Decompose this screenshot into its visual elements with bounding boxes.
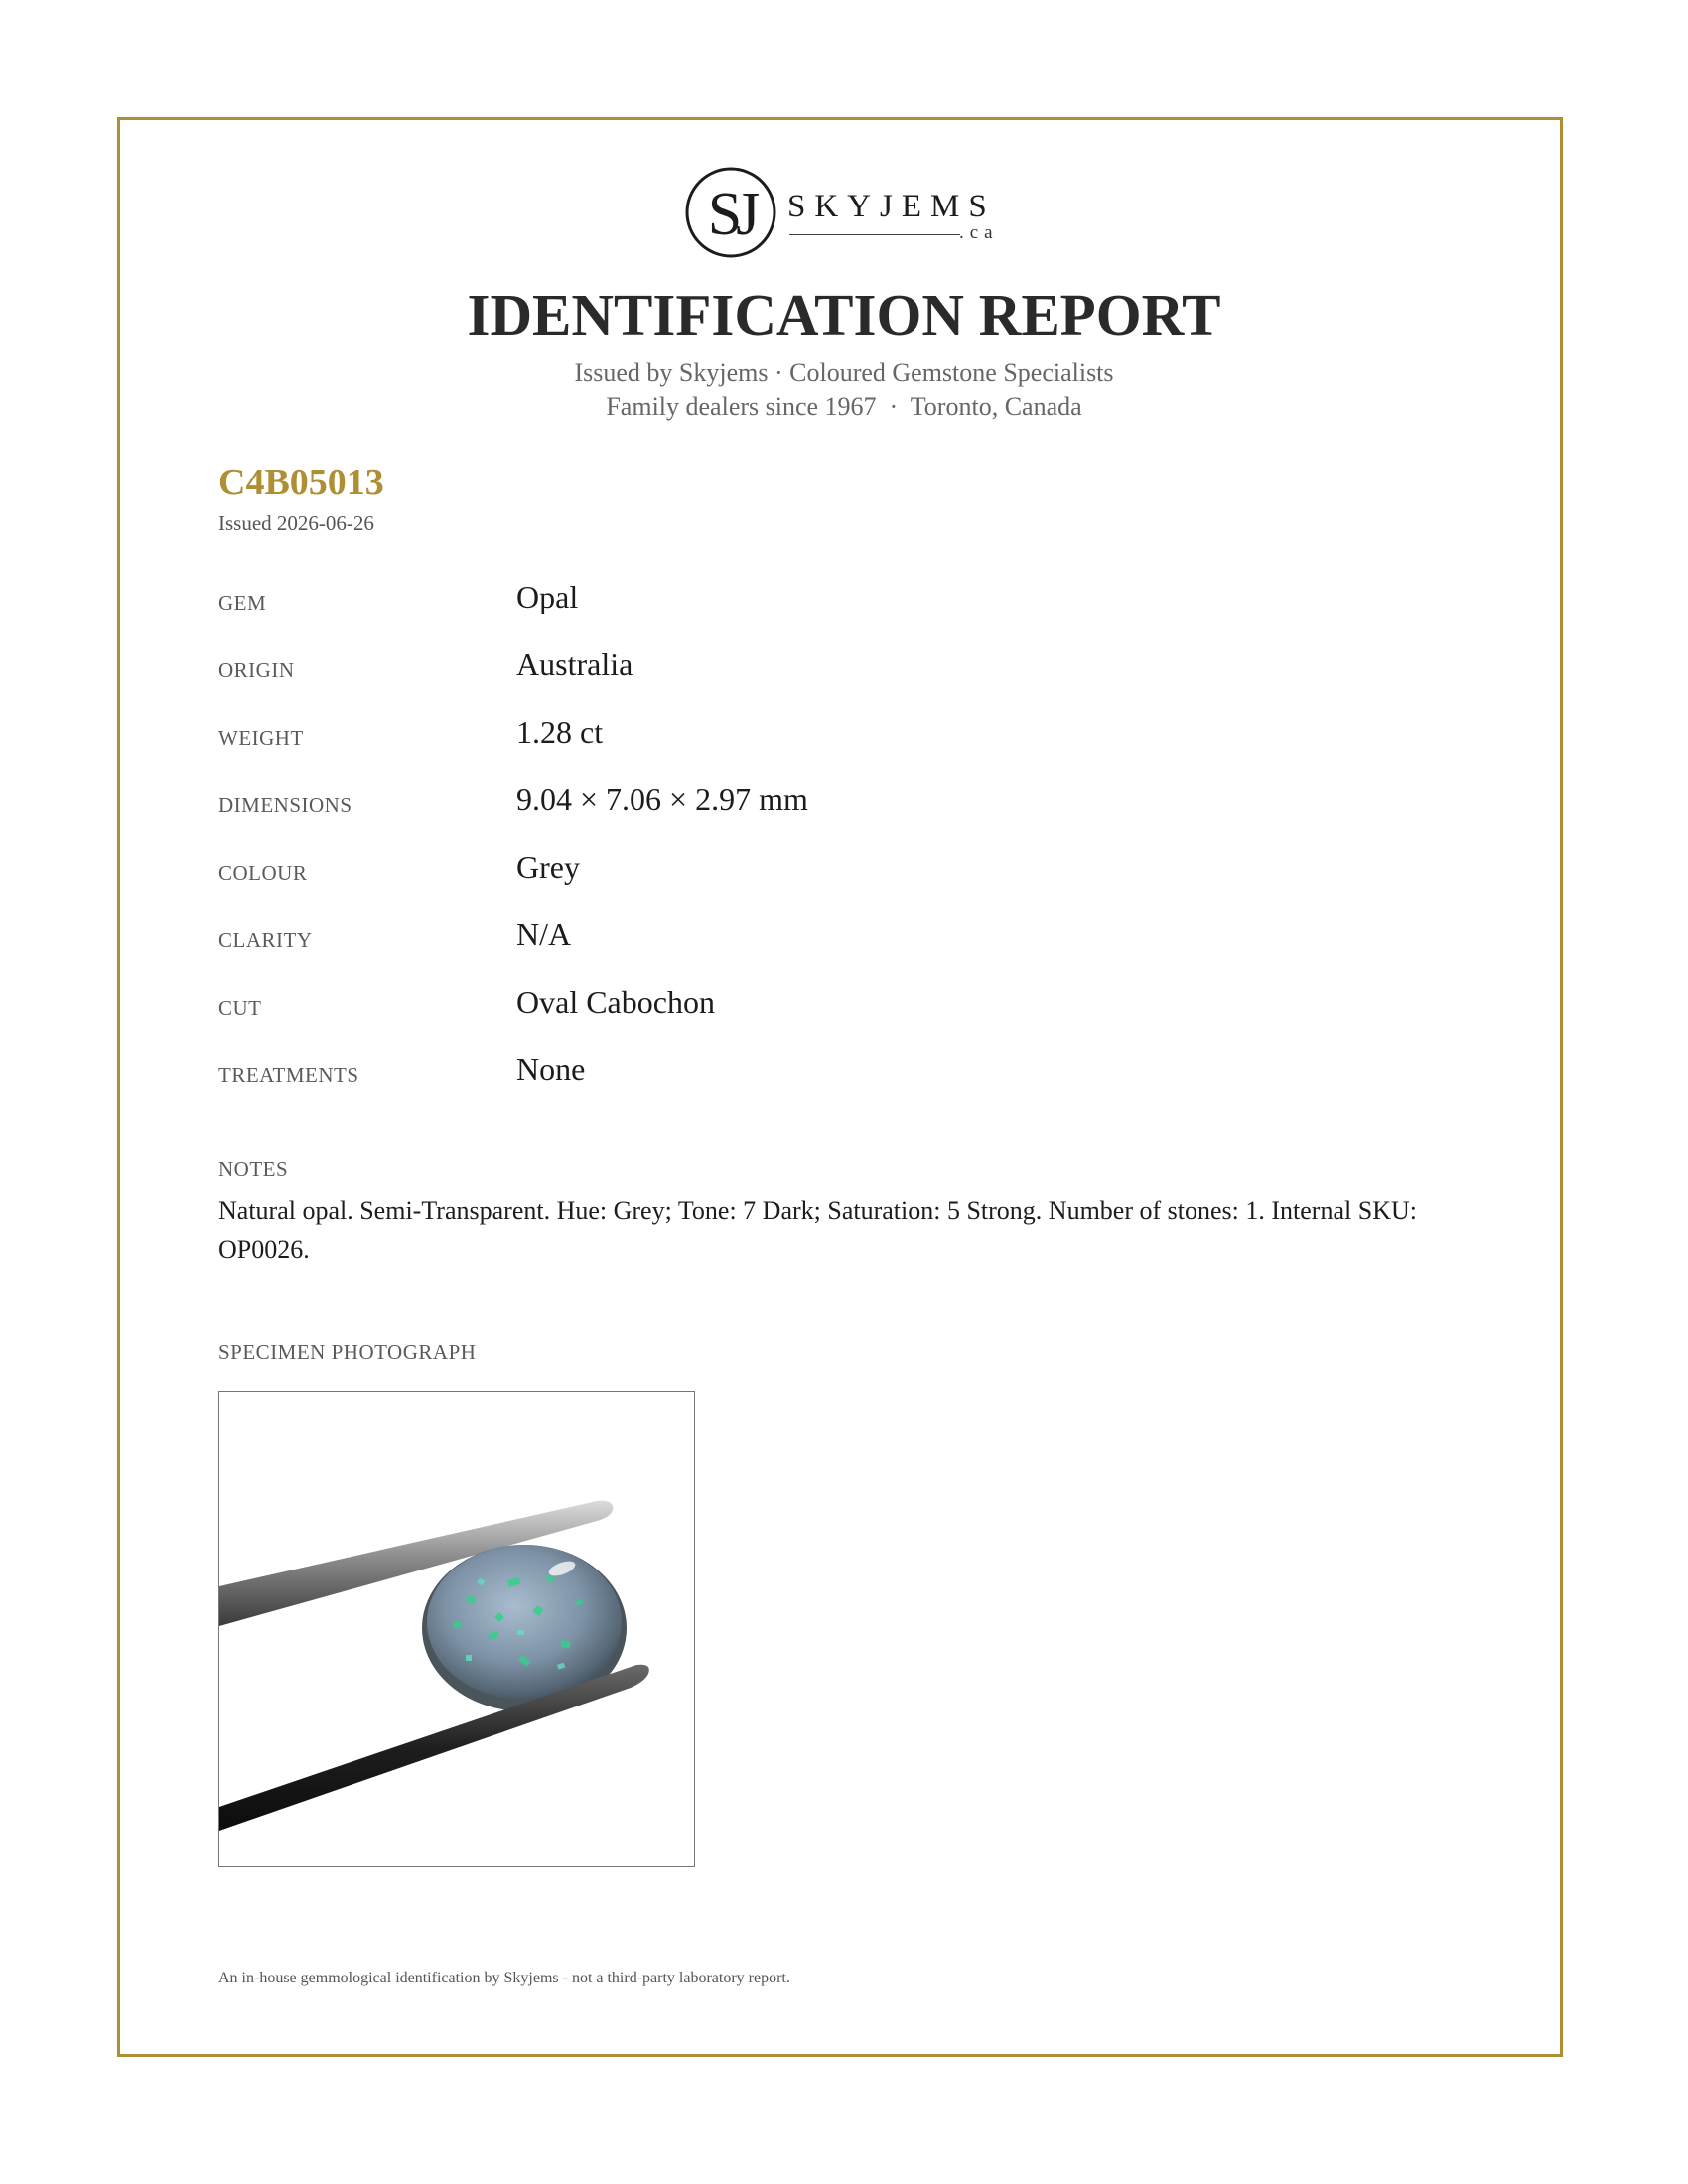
issue-date: Issued 2026-06-26 (218, 511, 374, 535)
opal-in-tweezers-image (219, 1392, 694, 1866)
detail-label: DIMENSIONS (218, 793, 352, 817)
detail-value: Australia (516, 646, 633, 682)
disclaimer-footer: An in-house gemmological identification by Skyjems - not a third-party laboratory report. (218, 1970, 790, 1986)
detail-row-clarity (218, 916, 1460, 976)
detail-row-colour (218, 849, 1460, 908)
report-subtitle-issuer: Issued by Skyjems · Coloured Gemstone Specialists (574, 358, 1114, 387)
report-subtitle-location: Family dealers since 1967 · Toronto, Canada (606, 392, 1082, 421)
detail-value: 1.28 ct (516, 714, 604, 750)
logo-monogram: SJ (707, 181, 755, 248)
detail-value: Oval Cabochon (516, 984, 715, 1020)
detail-value: N/A (516, 916, 572, 952)
specimen-photo-label: SPECIMEN PHOTOGRAPH (218, 1340, 477, 1364)
report-number: C4B05013 (218, 462, 384, 503)
detail-row-origin (218, 646, 1460, 706)
detail-label: TREATMENTS (218, 1063, 359, 1087)
detail-value: Grey (516, 849, 580, 885)
logo-wordmark: SKYJEMS (787, 189, 996, 224)
logo-domain-suffix: .ca (959, 222, 999, 243)
report-title: IDENTIFICATION REPORT (467, 282, 1221, 347)
detail-row-dimensions (218, 781, 1460, 841)
notes-text: Natural opal. Semi-Transparent. Hue: Grey; Tone: 7 Dark; Saturation: 5 Strong. Number of stones: 1. Internal SKU: OP0026. (218, 1196, 1417, 1264)
detail-row-weight (218, 714, 1460, 773)
detail-label: GEM (218, 591, 267, 614)
detail-row-cut (218, 984, 1460, 1043)
logo-rule (789, 234, 960, 235)
detail-value: 9.04 × 7.06 × 2.97 mm (516, 781, 808, 817)
detail-label: ORIGIN (218, 658, 295, 682)
detail-value: Opal (516, 579, 579, 614)
detail-row-gem (218, 579, 1460, 638)
detail-row-treatments (218, 1051, 1460, 1111)
specimen-photograph (218, 1391, 695, 1867)
detail-label: CLARITY (218, 928, 313, 952)
detail-label: WEIGHT (218, 726, 304, 750)
detail-label: CUT (218, 996, 262, 1020)
detail-value: None (516, 1051, 586, 1087)
detail-label: COLOUR (218, 861, 308, 885)
notes-label: NOTES (218, 1158, 289, 1181)
